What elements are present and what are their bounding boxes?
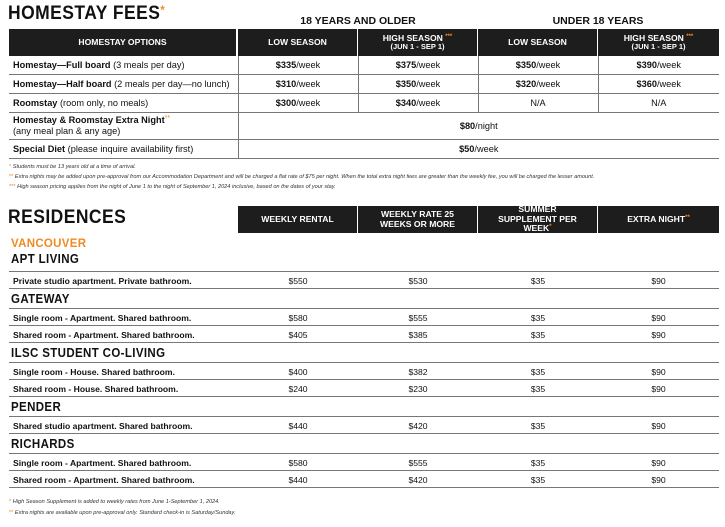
col-extra-mark: ** <box>685 214 690 221</box>
price: $310 <box>275 79 297 89</box>
summer-supplement: $35 <box>530 330 546 340</box>
homestay-title-text: HOMESTAY FEES <box>8 3 161 24</box>
row-label-bold: Homestay—Full board <box>13 60 111 70</box>
summer-supplement: $35 <box>530 367 546 377</box>
footnote-text: Extra nights are available upon pre-approval only. Standard check-in is Saturday/Sunday. <box>13 510 236 516</box>
homestay-row-special-diet <box>9 140 719 159</box>
col-minor-high-label: HIGH SEASON <box>623 32 684 43</box>
weekly-rental: $440 <box>288 475 308 485</box>
weekly-25: $385 <box>408 330 428 340</box>
price-cell <box>238 75 358 94</box>
unit: /week <box>656 60 681 70</box>
residence-name: GATEWAY <box>11 292 70 306</box>
homestay-title <box>8 3 165 25</box>
col-minor-high-dates: (JUN 1 - SEP 1) <box>631 42 686 52</box>
col-summer-mark: * <box>549 224 552 231</box>
extra-night: $90 <box>651 313 666 323</box>
weekly-rental: $405 <box>288 330 308 340</box>
weekly-25: $420 <box>408 421 428 431</box>
col-minor-high-mark: *** <box>686 33 694 40</box>
col-summer-label: SUMMER SUPPLEMENT PER WEEK <box>498 204 577 234</box>
weekly-rental: $580 <box>288 313 308 323</box>
unit: /night <box>475 121 498 131</box>
homestay-footnote-3 <box>9 184 336 190</box>
residence-row <box>9 326 719 343</box>
row-label-sub: (any meal plan & any age) <box>13 126 121 136</box>
footnote-mark: *** <box>9 184 16 190</box>
price: $340 <box>395 98 417 108</box>
residence-row <box>9 454 719 471</box>
footnote-text: Extra nights may be added upon pre-approval from our Accommodation Department and will be charged a flat rate of $75 per night. When the total extra night fees are greater than the weekly fee, you will be charged the lesser amount. <box>13 174 595 180</box>
unit: /week <box>536 79 561 89</box>
homestay-row-full-board <box>9 56 719 75</box>
summer-supplement: $35 <box>530 421 546 431</box>
row-label: Single room - Apartment. Shared bathroom. <box>13 458 192 468</box>
row-label: Shared room - Apartment. Shared bathroom. <box>13 330 195 340</box>
unit: /week <box>474 144 499 154</box>
col-minor-high <box>598 29 719 56</box>
unit: /week <box>296 60 321 70</box>
unit: /week <box>416 60 441 70</box>
row-label-rest: (3 meals per day) <box>110 60 185 70</box>
extra-night: $90 <box>651 276 666 286</box>
weekly-25: $230 <box>408 384 428 394</box>
price-cell <box>238 140 719 159</box>
residence-row <box>9 309 719 326</box>
group-minor: UNDER 18 YEARS <box>552 15 644 27</box>
weekly-rental: $400 <box>288 367 308 377</box>
residence-row <box>9 417 719 434</box>
row-label: Private studio apartment. Private bathroom. <box>13 276 192 286</box>
row-label <box>9 94 238 113</box>
price-cell <box>478 75 598 94</box>
residence-name: PENDER <box>11 400 62 414</box>
row-label <box>9 75 238 94</box>
price: $50 <box>459 144 475 154</box>
weekly-rental: $550 <box>288 276 308 286</box>
price-cell <box>238 56 358 75</box>
summer-supplement: $35 <box>530 276 546 286</box>
price: $335 <box>275 60 297 70</box>
weekly-25: $420 <box>408 475 428 485</box>
weekly-25: $530 <box>408 276 428 286</box>
unit: /week <box>416 79 441 89</box>
summer-supplement: $35 <box>530 475 546 485</box>
residences-title: RESIDENCES <box>8 207 127 228</box>
col-weekly-25: WEEKLY RATE 25 WEEKS OR MORE <box>358 206 477 233</box>
footnote-mark: ** <box>9 510 14 516</box>
col-extra-night <box>598 206 719 233</box>
footnote-mark: * <box>9 164 12 170</box>
row-label-mark: ** <box>164 115 171 123</box>
weekly-rental: $240 <box>288 384 308 394</box>
footnote-text: High Season Supplement is added to weekly rates from June 1-September 1, 2024. <box>11 499 220 505</box>
row-label-bold: Homestay & Roomstay Extra Night <box>13 115 165 126</box>
weekly-25: $555 <box>408 458 428 468</box>
extra-night: $90 <box>651 367 666 377</box>
city-label: VANCOUVER <box>11 238 87 250</box>
price-cell <box>478 94 598 113</box>
row-label <box>9 140 238 159</box>
homestay-row-half-board <box>9 75 719 94</box>
row-label: Shared room - Apartment. Shared bathroom. <box>13 475 195 485</box>
col-weekly-rental: WEEKLY RENTAL <box>238 206 357 233</box>
residence-row <box>9 380 719 397</box>
homestay-title-mark: * <box>160 3 166 17</box>
col-extra-label: EXTRA NIGHT <box>627 213 686 224</box>
residence-name: APT LIVING <box>11 252 80 266</box>
residence-row <box>9 471 719 488</box>
weekly-25: $555 <box>408 313 428 323</box>
price: N/A <box>651 98 667 108</box>
price: $350 <box>395 79 417 89</box>
row-label-bold: Homestay—Half board <box>13 79 112 89</box>
col-adult-high-dates: (JUN 1 - SEP 1) <box>390 42 445 52</box>
price-cell <box>238 94 358 113</box>
col-adult-high-label: HIGH SEASON <box>382 32 443 43</box>
residence-row <box>9 363 719 380</box>
residence-name: RICHARDS <box>11 437 75 451</box>
unit: /week <box>296 79 321 89</box>
price-cell <box>358 75 478 94</box>
row-label-rest: (room only, no meals) <box>57 98 149 108</box>
summer-supplement: $35 <box>530 313 546 323</box>
weekly-25: $382 <box>408 367 428 377</box>
row-label <box>9 56 238 75</box>
row-label <box>9 113 238 140</box>
row-label-rest: (please inquire availability first) <box>65 144 194 154</box>
price: $390 <box>636 60 657 70</box>
unit: /week <box>296 98 321 108</box>
extra-night: $90 <box>651 330 666 340</box>
homestay-row-roomstay <box>9 94 719 113</box>
price: $360 <box>636 79 657 89</box>
col-minor-low: LOW SEASON <box>478 29 597 56</box>
price-cell <box>598 94 719 113</box>
extra-night: $90 <box>651 421 666 431</box>
row-label: Single room - Apartment. Shared bathroom. <box>13 313 192 323</box>
price-cell <box>598 56 719 75</box>
footnote-text: Students must be 13 years old at a time of arrival. <box>11 164 136 170</box>
unit: /week <box>656 79 681 89</box>
row-label-bold: Special Diet <box>13 144 66 154</box>
row-label-rest: (2 meals per day—no lunch) <box>111 79 230 89</box>
col-adult-high <box>358 29 477 56</box>
col-homestay-options: HOMESTAY OPTIONS <box>9 29 236 56</box>
footnote-mark: * <box>9 499 12 505</box>
homestay-footnote-1 <box>9 164 136 170</box>
price-cell <box>238 113 719 140</box>
price: $80 <box>459 121 476 131</box>
price: $350 <box>515 60 537 70</box>
weekly-rental: $580 <box>288 458 308 468</box>
summer-supplement: $35 <box>530 458 546 468</box>
weekly-rental: $440 <box>288 421 308 431</box>
col-summer-supplement <box>478 206 597 233</box>
footnote-mark: ** <box>9 174 14 180</box>
price: $320 <box>515 79 537 89</box>
price: $375 <box>395 60 417 70</box>
residence-name: ILSC STUDENT CO-LIVING <box>11 346 166 360</box>
residence-row <box>9 272 719 289</box>
residences-footnote-1 <box>9 499 220 505</box>
row-label: Shared room - House. Shared bathroom. <box>13 384 179 394</box>
group-adult: 18 YEARS AND OLDER <box>300 15 416 27</box>
summer-supplement: $35 <box>530 384 546 394</box>
row-label: Single room - House. Shared bathroom. <box>13 367 175 377</box>
price: $300 <box>275 98 297 108</box>
col-adult-high-mark: *** <box>445 33 453 40</box>
residences-footnote-2 <box>9 510 235 516</box>
row-label-bold: Roomstay <box>13 98 58 108</box>
unit: /week <box>416 98 441 108</box>
footnote-text: High season pricing applies from the night of June 1 to the night of September 1, 2024 inclusive, based on the dates of your stay. <box>15 184 336 190</box>
unit: /week <box>536 60 561 70</box>
price-cell <box>478 56 598 75</box>
row-label: Shared studio apartment. Shared bathroom. <box>13 421 193 431</box>
homestay-table <box>9 56 719 159</box>
homestay-footnote-2 <box>9 174 594 180</box>
price-cell <box>598 75 719 94</box>
col-adult-low: LOW SEASON <box>238 29 357 56</box>
extra-night: $90 <box>651 384 666 394</box>
price-cell <box>358 56 478 75</box>
price-cell <box>358 94 478 113</box>
extra-night: $90 <box>651 475 666 485</box>
extra-night: $90 <box>651 458 666 468</box>
price: N/A <box>530 98 546 108</box>
homestay-row-extra-night <box>9 113 719 140</box>
